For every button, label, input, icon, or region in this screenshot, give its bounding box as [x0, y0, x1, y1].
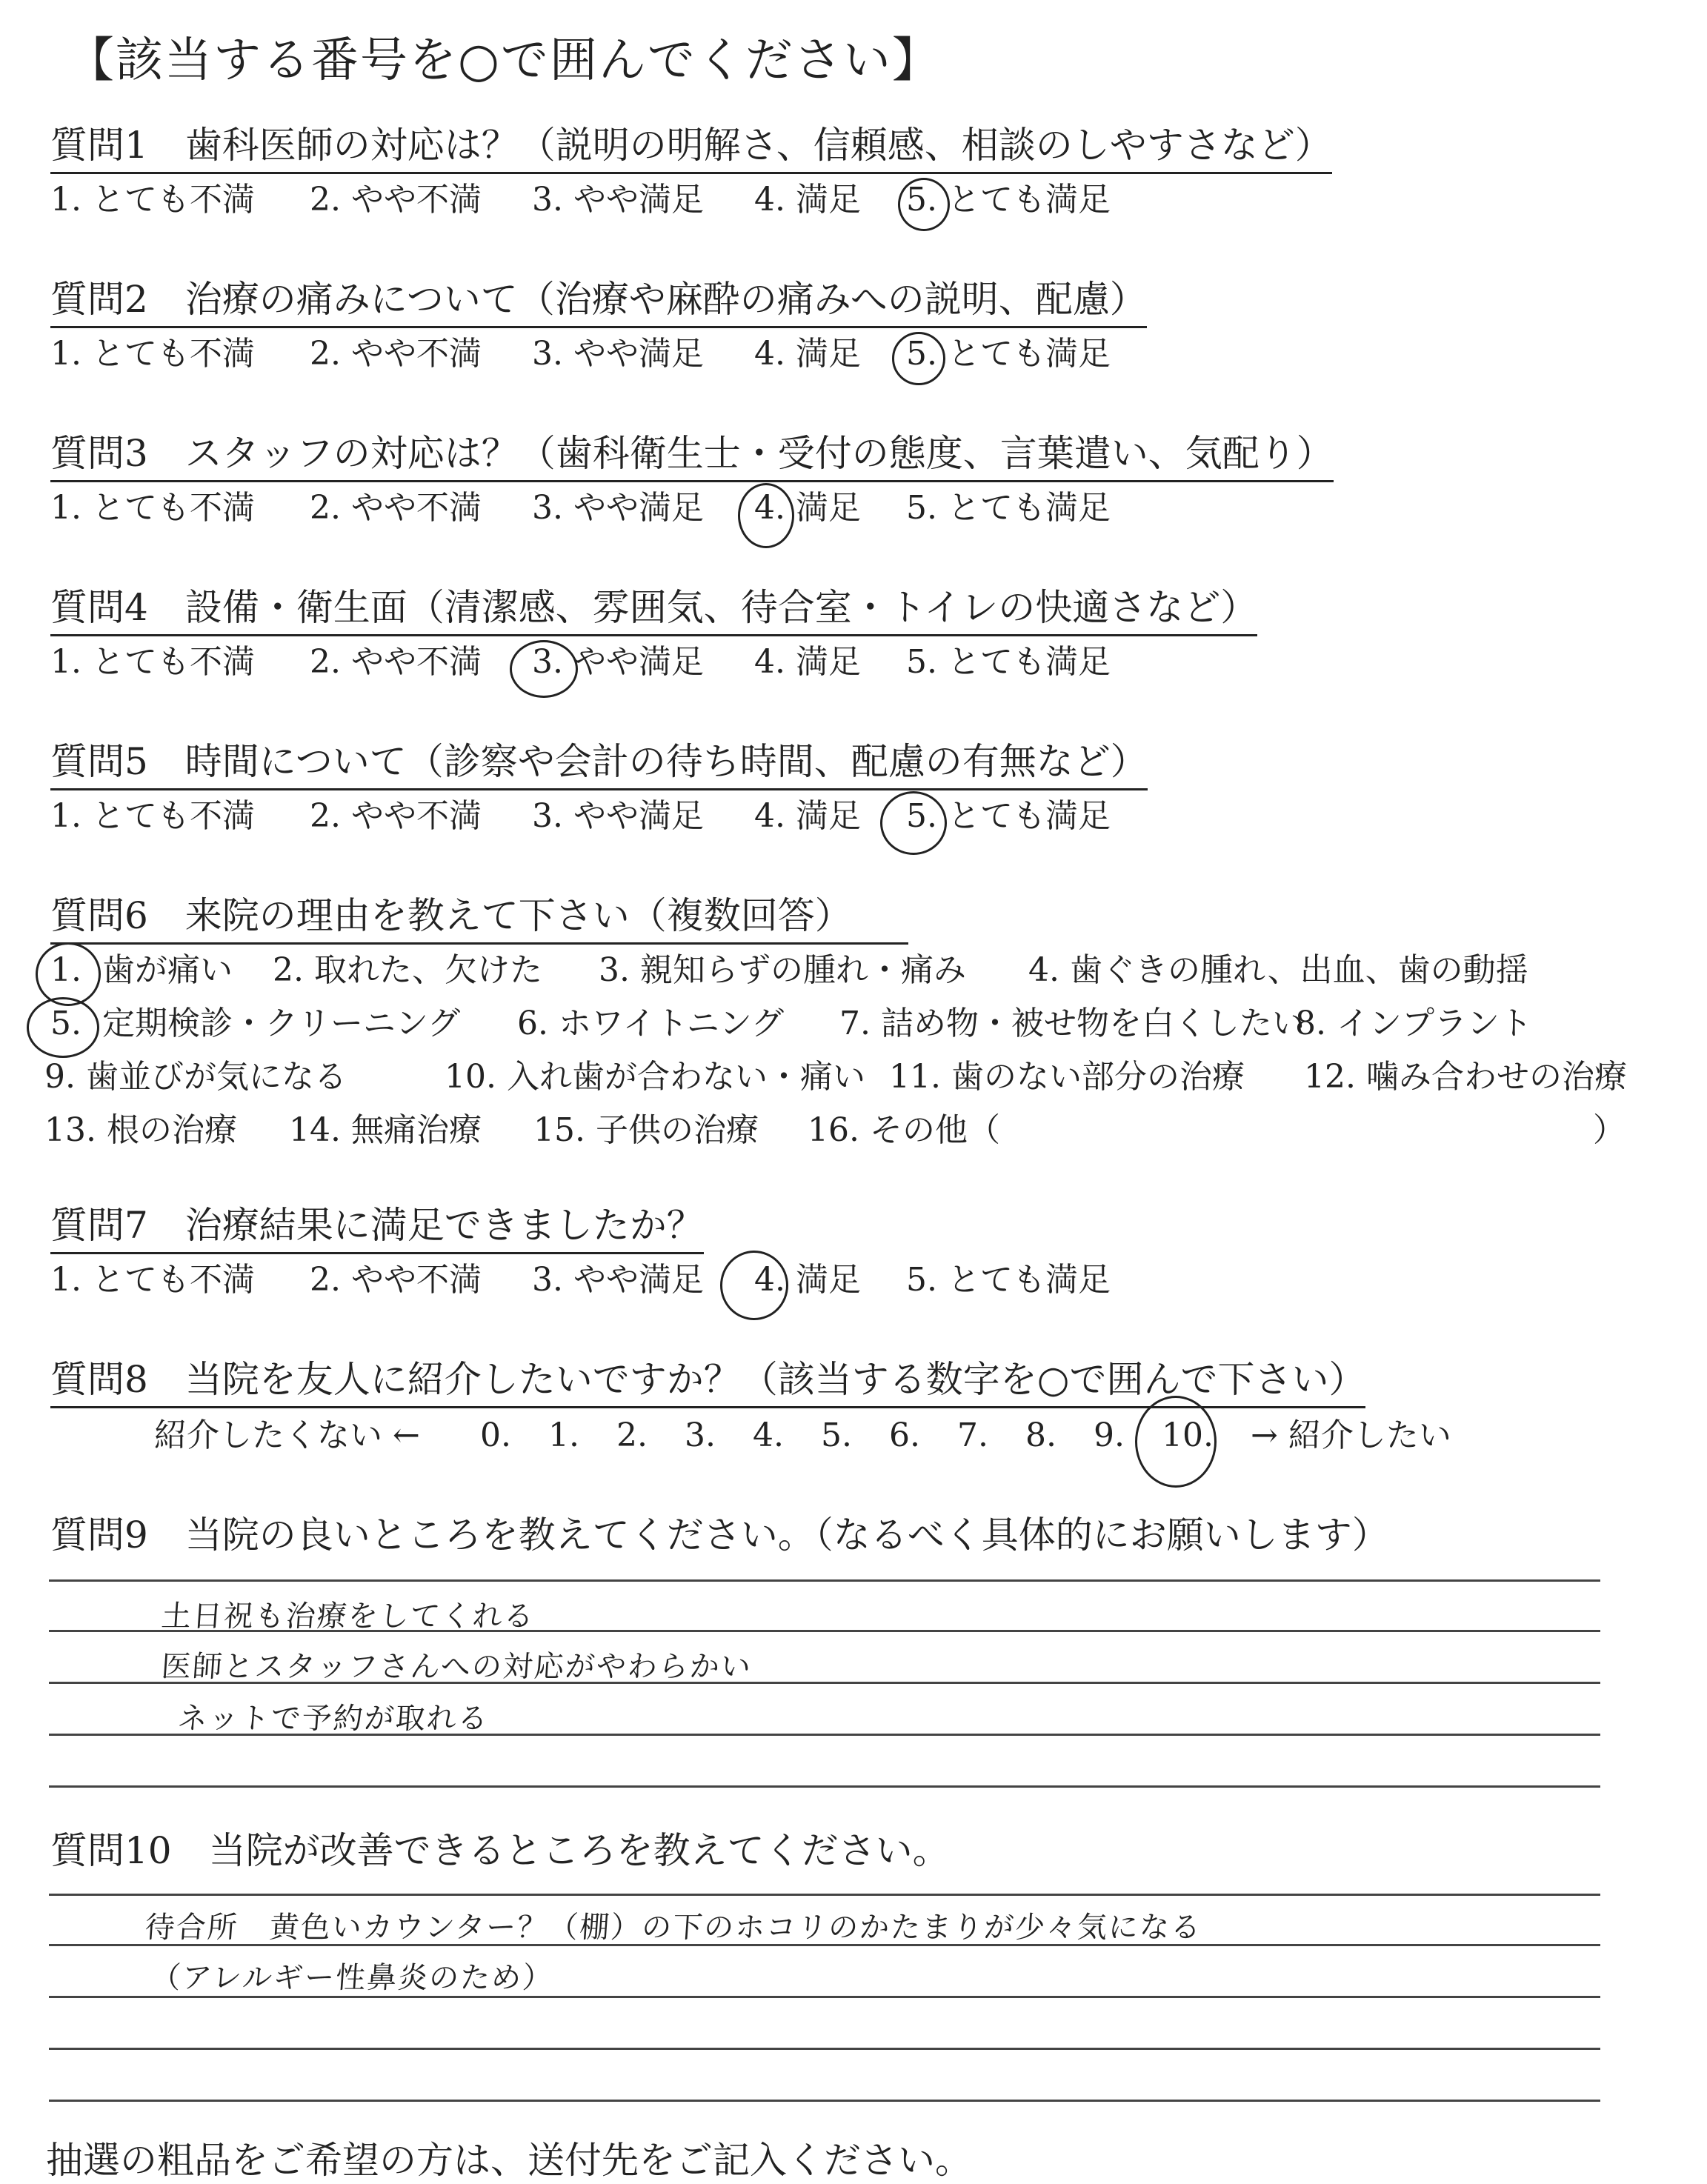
answer-line	[49, 1894, 1600, 1896]
reason-5-label[interactable]: 定期検診・クリーニング	[102, 1005, 461, 1042]
reason-8[interactable]: 8. インプラント	[1295, 1005, 1532, 1042]
question-6-title: 質問6 来院の理由を教えて下さい（複数回答）	[50, 895, 908, 945]
question-7-title: 質問7 治療結果に満足できましたか？	[50, 1205, 704, 1254]
selection-circle	[27, 997, 99, 1058]
answer-line	[49, 2100, 1600, 2102]
option-5[interactable]: 5. とても満足	[906, 181, 1111, 219]
option-5[interactable]: 5. とても満足	[906, 335, 1111, 373]
reason-16-close-paren: ）	[1593, 1111, 1626, 1149]
option-2[interactable]: 2. やや不満	[310, 643, 482, 681]
selection-circle	[898, 178, 950, 231]
scale-right-label: → 紹介したい	[1251, 1416, 1451, 1454]
answer-10-line-2[interactable]: （アレルギー性鼻炎のため）	[150, 1961, 555, 1995]
selection-circle	[892, 332, 945, 385]
selection-circle	[1135, 1396, 1217, 1488]
question-3-options	[50, 489, 1606, 533]
scale-6[interactable]: 6.	[889, 1416, 920, 1454]
reason-1-label[interactable]: 歯が痛い	[102, 951, 233, 989]
scale-8[interactable]: 8.	[1025, 1416, 1057, 1454]
option-1[interactable]: 1. とても不満	[50, 489, 255, 527]
reason-5-number[interactable]: 5.	[50, 1005, 81, 1042]
option-3[interactable]: 3. やや満足	[532, 1261, 704, 1299]
selection-circle	[880, 791, 947, 855]
question-5-options	[50, 797, 1606, 842]
question-6-reasons-row-1	[50, 951, 1666, 996]
option-1[interactable]: 1. とても不満	[50, 335, 255, 373]
reason-16[interactable]: 16. その他（	[808, 1111, 1000, 1149]
reason-10[interactable]: 10. 入れ歯が合わない・痛い	[445, 1058, 865, 1096]
page-heading: 【該当する番号を○で囲んでください】	[67, 33, 941, 88]
question-3-title: 質問3 スタッフの対応は？（歯科衛生士・受付の態度、言葉遣い、気配り）	[50, 433, 1334, 482]
option-4[interactable]: 4. 満足	[754, 181, 861, 219]
question-6-reasons-row-2	[50, 1005, 1666, 1049]
selection-circle	[36, 942, 101, 1006]
question-4-options	[50, 643, 1606, 688]
option-2[interactable]: 2. やや不満	[310, 335, 482, 373]
footer-instruction: 抽選の粗品をご希望の方は、送付先をご記入ください。	[46, 2139, 972, 2182]
reason-2[interactable]: 2. 取れた、欠けた	[273, 951, 542, 989]
reason-9[interactable]: 9. 歯並びが気になる	[44, 1058, 347, 1096]
option-1[interactable]: 1. とても不満	[50, 643, 255, 681]
answer-9-line-1[interactable]: 土日祝も治療をしてくれる	[160, 1599, 536, 1634]
selection-circle	[510, 640, 578, 698]
option-2[interactable]: 2. やや不満	[310, 1261, 482, 1299]
scale-4[interactable]: 4.	[753, 1416, 784, 1454]
selection-circle	[720, 1251, 788, 1320]
reason-11[interactable]: 11. 歯のない部分の治療	[889, 1058, 1245, 1096]
option-5[interactable]: 5. とても満足	[906, 489, 1111, 527]
question-4-title: 質問4 設備・衛生面（清潔感、雰囲気、待合室・トイレの快適さなど）	[50, 587, 1257, 636]
option-5[interactable]: 5. とても満足	[906, 797, 1111, 835]
option-4[interactable]: 4. 満足	[754, 643, 861, 681]
option-4[interactable]: 4. 満足	[754, 489, 861, 527]
option-4[interactable]: 4. 満足	[754, 797, 861, 835]
reason-7[interactable]: 7. 詰め物・被せ物を白くしたい	[839, 1005, 1305, 1042]
option-2[interactable]: 2. やや不満	[310, 797, 482, 835]
question-9-title: 質問9 当院の良いところを教えてください。（なるべく具体的にお願いします）	[50, 1514, 1389, 1557]
question-2-options	[50, 335, 1606, 379]
scale-left-label: 紹介したくない ←	[154, 1416, 420, 1454]
scale-1[interactable]: 1.	[548, 1416, 579, 1454]
option-3[interactable]: 3. やや満足	[532, 797, 704, 835]
scale-10[interactable]: 10.	[1162, 1416, 1214, 1454]
scale-7[interactable]: 7.	[957, 1416, 988, 1454]
option-2[interactable]: 2. やや不満	[310, 489, 482, 527]
reason-6[interactable]: 6. ホワイトニング	[517, 1005, 785, 1042]
option-1[interactable]: 1. とても不満	[50, 181, 255, 219]
reason-15[interactable]: 15. 子供の治療	[533, 1111, 759, 1149]
option-4[interactable]: 4. 満足	[754, 335, 861, 373]
option-5[interactable]: 5. とても満足	[906, 1261, 1111, 1299]
reason-14[interactable]: 14. 無痛治療	[289, 1111, 482, 1149]
option-1[interactable]: 1. とても不満	[50, 797, 255, 835]
option-3[interactable]: 3. やや満足	[532, 643, 704, 681]
reason-3[interactable]: 3. 親知らずの腫れ・痛み	[599, 951, 966, 989]
answer-9-line-3[interactable]: ネットで予約が取れる	[176, 1702, 490, 1736]
scale-0[interactable]: 0.	[480, 1416, 511, 1454]
question-7-options	[50, 1261, 1606, 1305]
option-1[interactable]: 1. とても不満	[50, 1261, 255, 1299]
option-3[interactable]: 3. やや満足	[532, 335, 704, 373]
question-8-title: 質問8 当院を友人に紹介したいですか？（該当する数字を○で囲んで下さい）	[50, 1359, 1365, 1408]
answer-line	[49, 2048, 1600, 2050]
question-5-title: 質問5 時間について（診察や会計の待ち時間、配慮の有無など）	[50, 741, 1148, 790]
option-2[interactable]: 2. やや不満	[310, 181, 482, 219]
scale-3[interactable]: 3.	[685, 1416, 716, 1454]
reason-4[interactable]: 4. 歯ぐきの腫れ、出血、歯の動揺	[1028, 951, 1528, 989]
answer-line	[49, 1579, 1600, 1582]
reason-12[interactable]: 12. 噛み合わせの治療	[1304, 1058, 1627, 1096]
reason-1-number[interactable]: 1.	[50, 951, 81, 989]
question-2-title: 質問2 治療の痛みについて（治療や麻酔の痛みへの説明、配慮）	[50, 279, 1147, 328]
option-3[interactable]: 3. やや満足	[532, 489, 704, 527]
answer-10-line-1[interactable]: 待合所 黄色いカウンター？（棚）の下のホコリのかたまりが少々気になる	[144, 1911, 1203, 1945]
question-8-scale	[50, 1416, 1606, 1461]
question-1-options	[50, 181, 1606, 225]
selection-circle	[738, 483, 794, 548]
question-10-title: 質問10 当院が改善できるところを教えてください。	[50, 1829, 950, 1872]
scale-9[interactable]: 9.	[1094, 1416, 1125, 1454]
answer-line	[49, 1785, 1600, 1788]
scale-2[interactable]: 2.	[616, 1416, 648, 1454]
option-3[interactable]: 3. やや満足	[532, 181, 704, 219]
question-6-reasons-row-4	[44, 1111, 1667, 1156]
answer-9-line-2[interactable]: 医師とスタッフさんへの対応がやわらかい	[160, 1650, 753, 1684]
question-6-reasons-row-3	[44, 1058, 1667, 1102]
option-4[interactable]: 4. 満足	[754, 1261, 861, 1299]
question-1-title: 質問1 歯科医師の対応は？（説明の明解さ、信頼感、相談のしやすさなど）	[50, 124, 1332, 174]
option-5[interactable]: 5. とても満足	[906, 643, 1111, 681]
scale-5[interactable]: 5.	[821, 1416, 852, 1454]
reason-13[interactable]: 13. 根の治療	[44, 1111, 237, 1149]
